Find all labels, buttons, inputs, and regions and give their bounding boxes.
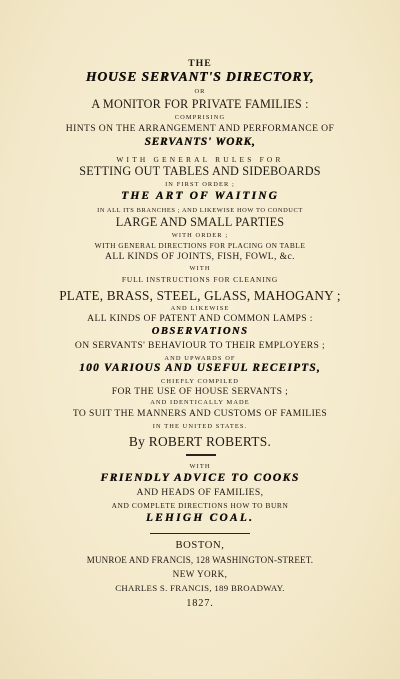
line-and-heads: AND HEADS OF FAMILIES, [136,487,264,498]
line-identically-made: AND IDENTICALLY MADE [150,399,250,406]
subtitle: A MONITOR FOR PRIVATE FAMILIES : [91,97,309,111]
line-in-all-branches: IN ALL ITS BRANCHES ; AND LIKEWISE HOW TO CONDUCT [97,207,303,214]
line-large-small-parties: LARGE AND SMALL PARTIES [115,215,285,229]
line-and-likewise: AND LIKEWISE [170,305,230,312]
line-with-order: WITH ORDER ; [171,232,229,239]
receipts: 100 VARIOUS AND USEFUL RECEIPTS, [79,362,321,374]
imprint-rule [150,533,250,534]
main-title: HOUSE SERVANT'S DIRECTORY, [85,69,315,84]
friendly-advice: FRIENDLY ADVICE TO COOKS [100,472,300,484]
publisher-francis: CHARLES S. FRANCIS, 189 BROADWAY. [115,583,285,593]
year: 1827. [186,598,214,609]
publisher-munroe: MUNROE AND FRANCIS, 128 WASHINGTON-STREET. [86,555,314,565]
lehigh-coal: LEHIGH COAL. [145,512,255,524]
line-upwards-of: AND UPWARDS OF [164,355,236,362]
short-rule [186,454,216,456]
city-new-york: NEW YORK, [172,569,228,579]
servants-work: SERVANTS' WORK, [144,136,256,148]
line-with-general-rules: WITH GENERAL RULES FOR [116,155,284,164]
line-general-directions: WITH GENERAL DIRECTIONS FOR PLACING ON TABLE [94,241,306,250]
line-united-states: IN THE UNITED STATES. [152,423,248,430]
line-plate-brass: PLATE, BRASS, STEEL, GLASS, MAHOGANY ; [59,288,341,303]
line-hints: HINTS ON THE ARRANGEMENT AND PERFORMANCE OF [65,123,335,134]
line-setting-out: SETTING OUT TABLES AND SIDEBOARDS [79,164,321,178]
line-complete-directions: AND COMPLETE DIRECTIONS HOW TO BURN [111,501,289,510]
line-in-first-order: IN FIRST ORDER ; [165,181,235,188]
line-for-the-use: FOR THE USE OF HOUSE SERVANTS ; [111,386,289,397]
line-comprising: COMPRISING [174,114,226,121]
author: By ROBERT ROBERTS. [128,434,272,449]
art-of-waiting: THE ART OF WAITING [121,190,279,202]
line-all-kinds-joints: ALL KINDS OF JOINTS, FISH, FOWL, &c. [105,251,295,262]
line-to-suit: TO SUIT THE MANNERS AND CUSTOMS OF FAMILIES [72,408,328,419]
line-on-servants: ON SERVANTS' BEHAVIOUR TO THEIR EMPLOYERS ; [74,340,326,351]
observations: OBSERVATIONS [151,326,249,337]
line-patent-lamps: ALL KINDS OF PATENT AND COMMON LAMPS : [87,313,313,324]
line-chiefly-compiled: CHIEFLY COMPILED [161,378,239,385]
city-boston: BOSTON, [175,540,225,551]
line-the: THE [188,58,212,69]
line-full-instructions: FULL INSTRUCTIONS FOR CLEANING [121,275,279,284]
line-with-2: WITH [189,463,211,470]
line-with: WITH [189,265,211,272]
line-or: OR [194,88,206,95]
